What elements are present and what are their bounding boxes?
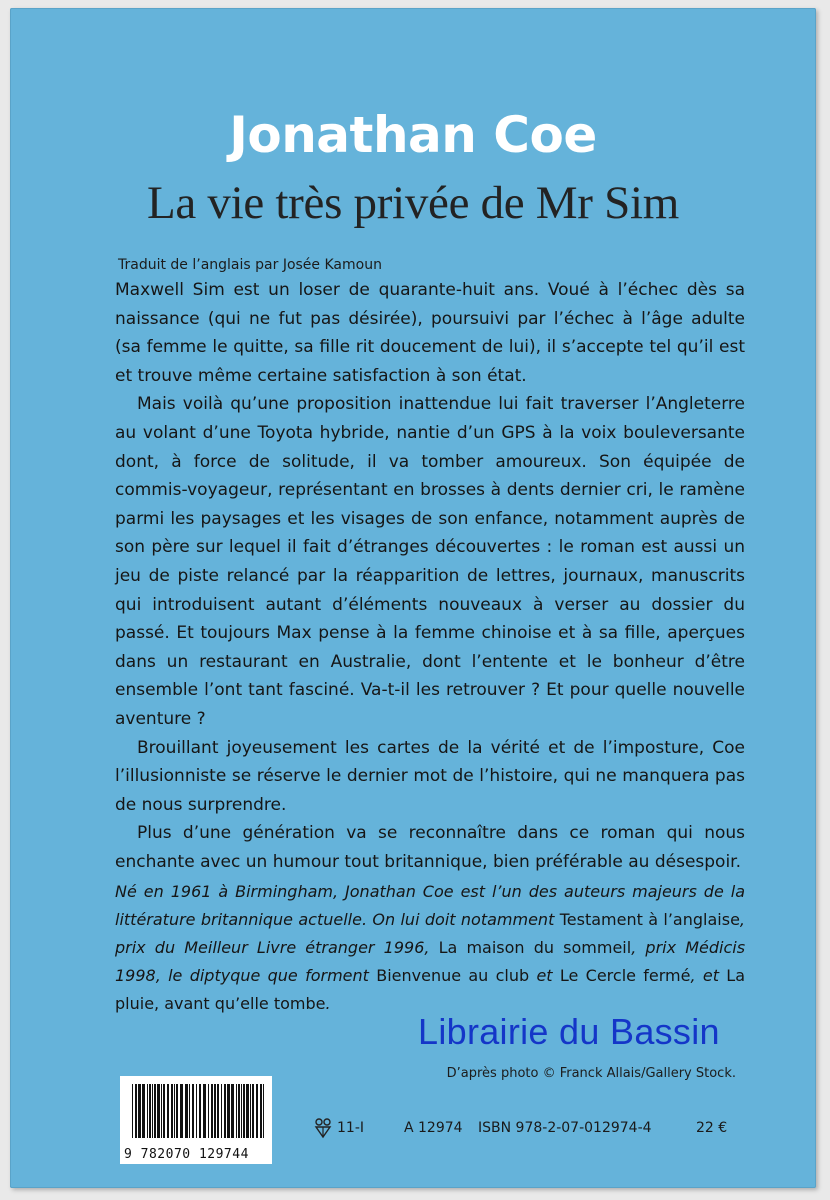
book-title: La vie très privée de Mr Sim [147,177,679,229]
author-bio [115,878,745,1018]
photo-credit: D’après photo © Franck Allais/Gallery Stock. [446,1066,736,1081]
bio-text: , et [690,966,727,985]
translator-credit: Traduit de l’anglais par Josée Kamoun [118,257,382,273]
synopsis-paragraph: Mais voilà qu’une proposition inattendue lui fait traverser l’Angleterre au volant d’une Toyota hybride, nantie d’un GPS à la voix bouleversante dont, à force de solitude, il va tomber amoureux. Son équipée de commis-voyageur, représentant en brosses à dents dernier cri, le ramène parmi les paysages et les visages de son enfance, notamment auprès de son père sur lequel il fait d’étranges découvertes : le roman est aussi un jeu de piste relancé par la réapparition de lettres, journaux, manuscrits qui introduisent autant d’éléments nouveaux à verser au dossier du passé. Et toujours Max pense à la femme chinoise et à sa fille, aperçues dans un restaurant en Australie, dont l’entente et le bonheur d’être ensemble l’ont tant fasciné. Va-t-il les retrouver ? Et pour quelle nouvelle aventure ? [115,394,745,729]
isbn: ISBN 978-2-07-012974-4 [478,1120,652,1136]
bio-book-title: Testament à l’anglaise [559,910,740,929]
publisher-logo-icon [313,1117,333,1139]
barcode-bars [120,1076,272,1146]
collection-code: 11-I [337,1120,364,1136]
barcode [120,1076,272,1164]
bio-book-title: La maison du sommeil [438,938,632,957]
bio-book-title: Bienvenue au club [376,966,530,985]
bio-text: , prix Médicis 1998, le diptyque que forment [115,938,746,985]
bio-book-title: Le Cercle fermé [559,966,691,985]
back-cover [10,8,816,1188]
barcode-number: 9 782070 129744 [124,1147,249,1162]
bio-text: Né en 1961 à Birmingham, Jonathan Coe est l’un des auteurs majeurs de la littérature britannique actuelle. On lui doit notamment [115,882,745,929]
reference-number: A 12974 [404,1120,463,1136]
bookshop-stamp: Librairie du Bassin [418,1011,720,1052]
synopsis-paragraph: Brouillant joyeusement les cartes de la vérité et de l’imposture, Coe l’illusionniste se réserve le dernier mot de l’histoire, qui ne manquera pas de nous surprendre. [115,737,745,815]
synopsis [115,276,745,876]
price: 22 € [696,1120,728,1136]
synopsis-paragraph: Maxwell Sim est un loser de quarante-huit ans. Voué à l’échec dès sa naissance (qui ne fut pas désirée), poursuivi par l’échec à l’âge adulte (sa femme le quitte, sa fille rit doucement de lui), il s’accepte tel qu’il est et trouve même certaine satisfaction à son état. [115,280,745,386]
bio-text: . [325,994,331,1013]
bio-book-title: La pluie, avant qu’elle tombe [115,966,746,1013]
bio-text: , prix du Meilleur Livre étranger 1996, [115,910,746,957]
bio-text: et [529,966,560,985]
synopsis-paragraph: Plus d’une génération va se reconnaître dans ce roman qui nous enchante avec un humour tout britannique, bien préférable au désespoir. [115,823,745,872]
author-name: Jonathan Coe [229,106,597,164]
